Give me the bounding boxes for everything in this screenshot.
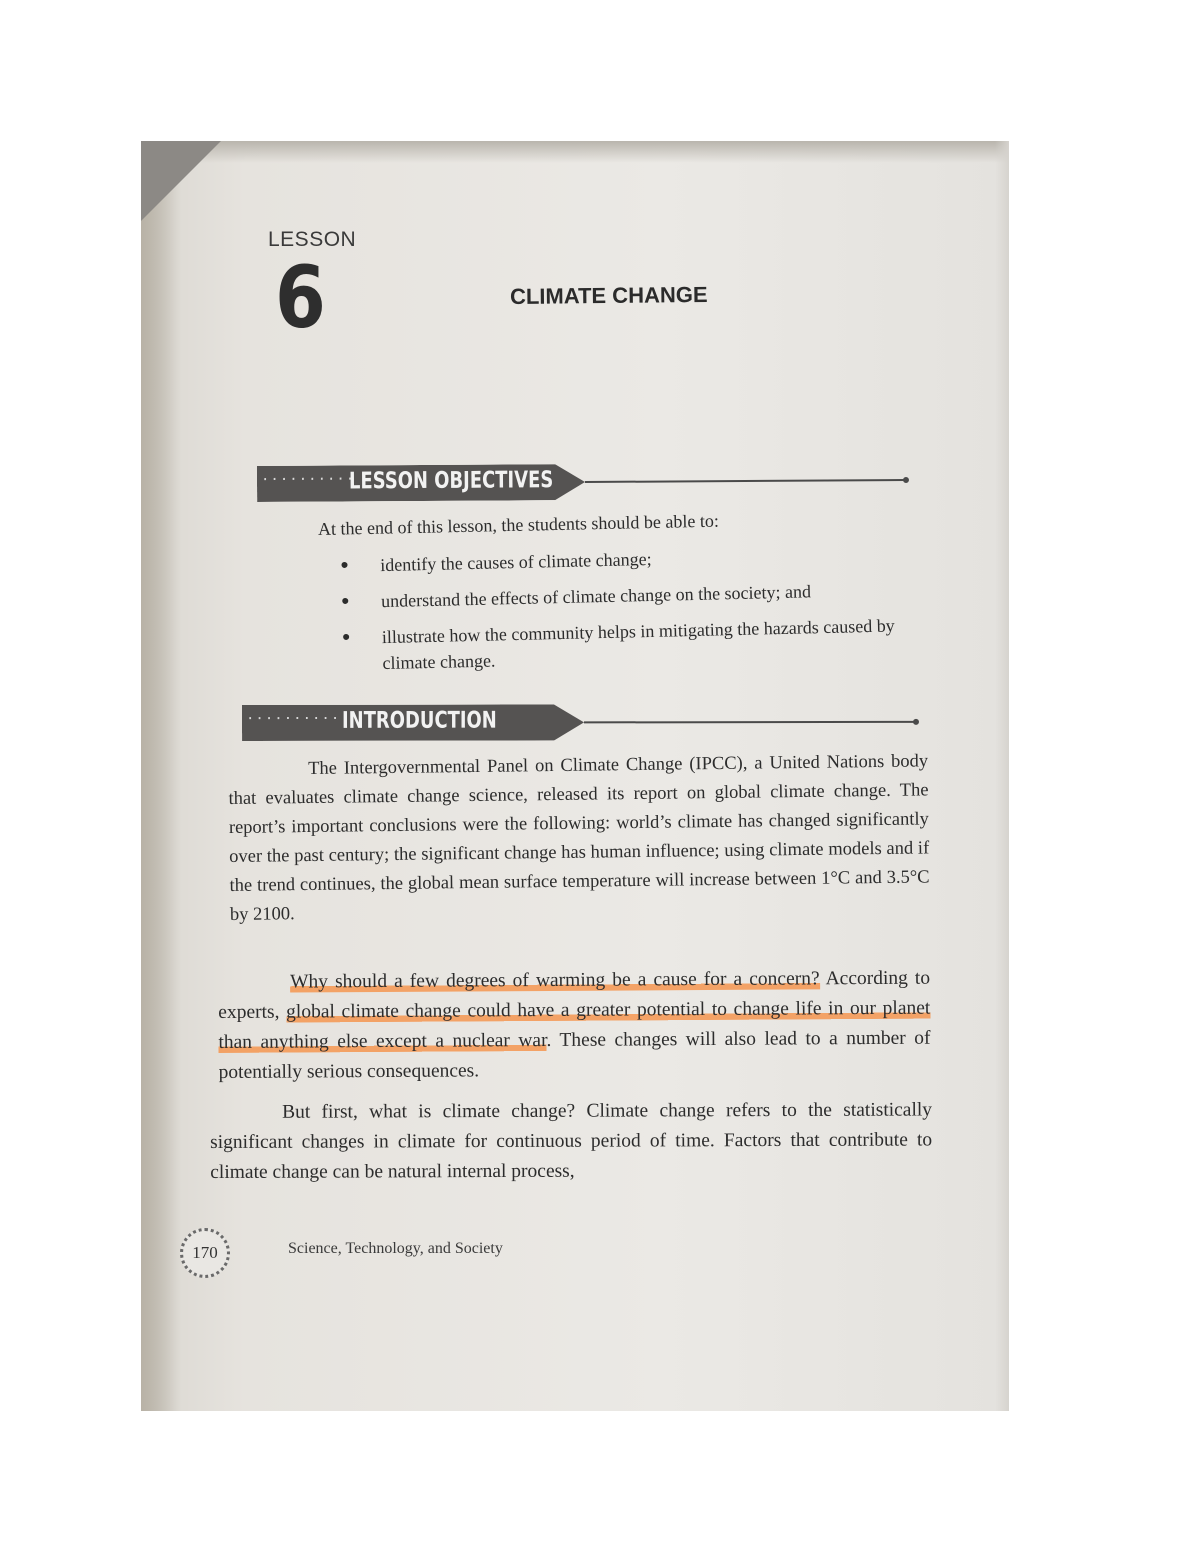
bullet-icon: ● [340,593,350,609]
objective-text: identify the causes of climate change; [380,548,652,576]
introduction-heading: INTRODUCTION [341,707,497,734]
introduction-paragraph-2 [218,964,931,1088]
highlighted-text: Why should a few degrees of warming be a cause for a concern? [290,968,820,993]
page-number: 170 [192,1243,218,1262]
footer-book-title: Science, Technology, and Society [288,1240,503,1257]
objectives-banner-line-end [903,477,909,483]
objective-item [340,540,930,579]
introduction-banner [242,704,920,741]
highlighted-text: global climate change could have a greater potential to change life in our planet than anything else except a nuclear war [218,997,931,1053]
objectives-banner-line [585,479,905,483]
objective-item [342,612,923,677]
introduction-banner-dots: ·········· [245,710,341,727]
objective-text: understand the effects of climate change on the society; and [380,581,812,612]
lesson-number: 6 [275,248,326,348]
introduction-paragraph-3: But first, what is climate change? Climate change refers to the statistically significant changes in climate for continuous period of time. Factors that contribute to climate change can be natural internal process, [210,1099,933,1183]
bullet-icon: ● [341,629,351,645]
introduction-paragraph-1-block [228,747,930,930]
page-number-badge [180,1228,230,1278]
objective-item [341,576,931,615]
plain-text: . These changes will also lead to a number of potentially serious consequences. [218,1027,931,1083]
bullet-icon: ● [340,557,349,573]
objectives-banner [257,462,912,502]
lesson-title: CLIMATE CHANGE [509,281,708,309]
lesson-label: LESSON [268,228,357,251]
plain-text: According to experts, [218,967,931,1023]
introduction-paragraph-3-block [210,1095,932,1188]
introduction-banner-line-end [913,719,919,725]
introduction-banner-line [584,721,914,724]
objectives-list [340,540,933,687]
objectives-banner-dots: ·········· [260,471,356,488]
objectives-intro: At the end of this lesson, the students should be able to: [317,510,720,539]
objectives-heading: LESSON OBJECTIVES [348,467,554,495]
introduction-paragraph-2-block [218,964,931,1088]
objective-text: illustrate how the community helps in mitigating the hazards caused by climate change. [381,615,895,674]
introduction-paragraph-1: The Intergovernmental Panel on Climate Change (IPCC), a United Nations body that evaluates climate change science, released its report on global climate change. The report’s important conclusions were the following: world’s climate has changed significantly over the past century; the significant change has human influence; using climate models and if the trend continues, the global mean surface temperature will increase between 1°C and 3.5°C by 2100. [228,751,930,925]
